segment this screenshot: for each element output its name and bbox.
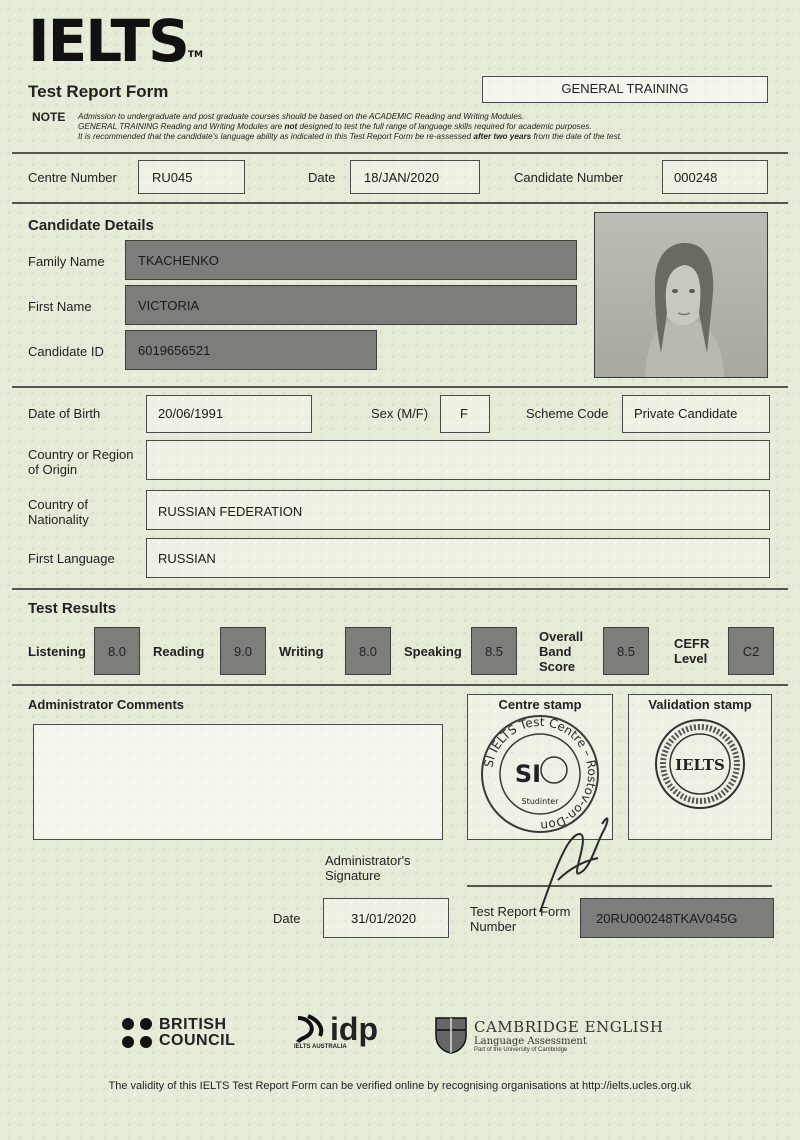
portrait-silhouette-icon (595, 213, 768, 378)
divider (12, 152, 788, 154)
trf-label-line-2: Number (470, 919, 517, 934)
centre-number-label: Centre Number (28, 170, 117, 185)
listening-score: 8.0 (94, 627, 140, 675)
writing-score: 8.0 (345, 627, 391, 675)
listening-label: Listening (28, 644, 86, 659)
note-line-1: Admission to undergraduate and post graduate courses should be based on the ACADEMIC Reading and Writing Modules. (78, 112, 525, 121)
candidate-number-value: 000248 (674, 170, 718, 185)
note-line-2c: designed to test the full range of language skills required for academic purposes. (297, 122, 592, 131)
cambridge-line-1: CAMBRIDGE ENGLISH (474, 1017, 664, 1036)
candidate-number-label: Candidate Number (514, 170, 624, 185)
british-council-line-1: BRITISH (159, 1016, 227, 1033)
validity-note: The validity of this IELTS Test Report Form can be verified online by recognising organisations at http://ielts.ucles.org.uk (108, 1080, 692, 1092)
module-box (482, 76, 768, 103)
cefr-label-line-1: CEFR (674, 636, 710, 651)
validation-stamp-logo: IELTS (675, 756, 725, 774)
overall-label-line-1: Overall (539, 629, 584, 644)
centre-stamp-logo: SI (514, 760, 542, 788)
admin-date-label: Date (273, 911, 301, 926)
note-label: NOTE (32, 110, 66, 124)
module-value: GENERAL TRAINING (561, 81, 689, 96)
signature-line (467, 885, 772, 887)
trf-label-line-1: Test Report Form (470, 904, 571, 919)
note-line-2 (78, 122, 718, 132)
admin-date-value: 31/01/2020 (351, 911, 417, 926)
first-name-value: VICTORIA (138, 298, 200, 313)
scheme-code-value: Private Candidate (634, 406, 738, 421)
first-language-label: First Language (28, 551, 115, 566)
cambridge-shield-icon (434, 1016, 468, 1054)
sex-label: Sex (M/F) (371, 406, 429, 421)
signature-label-line-1: Administrator's (325, 853, 411, 868)
note-line-2b: not (284, 122, 298, 131)
centre-stamp-label: Centre stamp (498, 697, 582, 712)
note-text (78, 112, 718, 142)
british-council-logo (120, 1016, 235, 1050)
admin-comments-box (33, 724, 443, 840)
first-name-label: First Name (28, 299, 92, 314)
cambridge-line-2: Language Assessment (474, 1035, 587, 1047)
cefr-label (674, 636, 709, 666)
divider (12, 588, 788, 590)
idp-text: idp (330, 1011, 378, 1047)
sex-value: F (460, 406, 468, 421)
idp-mark-icon (294, 1012, 328, 1046)
dob-value: 20/06/1991 (158, 406, 224, 421)
cefr-label-line-2: Level (674, 651, 708, 666)
nationality-label-line-2: Nationality (28, 512, 89, 527)
note-line-3b: after two years (473, 132, 532, 141)
divider (12, 386, 788, 388)
date-label: Date (308, 170, 336, 185)
dob-label: Date of Birth (28, 406, 101, 421)
nationality-label (28, 497, 89, 527)
overall-label-line-3: Score (539, 659, 576, 674)
speaking-score: 8.5 (471, 627, 517, 675)
candidate-id-label: Candidate ID (28, 344, 104, 359)
family-name-label: Family Name (28, 254, 105, 269)
cefr-level: C2 (728, 627, 774, 675)
divider (12, 684, 788, 686)
nationality-value: RUSSIAN FEDERATION (158, 504, 303, 519)
first-language-box (146, 538, 770, 578)
idp-logo (294, 1012, 378, 1050)
origin-box (146, 440, 770, 480)
first-language-value: RUSSIAN (158, 551, 216, 566)
writing-label: Writing (279, 644, 324, 659)
candidate-details-heading: Candidate Details (28, 217, 154, 234)
british-council-line-2: COUNCIL (159, 1032, 236, 1049)
ielts-logo-text: IELTS (28, 7, 188, 75)
overall-score: 8.5 (603, 627, 649, 675)
validation-stamp (652, 716, 748, 812)
centre-stamp-sub: Studinter (521, 797, 559, 806)
reading-label: Reading (153, 644, 205, 659)
note-line-3 (78, 132, 718, 142)
origin-label-line-2: of Origin (28, 462, 78, 477)
trf-number-label (470, 904, 570, 934)
admin-comments-label: Administrator Comments (28, 697, 185, 712)
british-council-dots-icon (120, 1016, 154, 1050)
form-title: Test Report Form (28, 82, 169, 101)
note-line-3a: It is recommended that the candidate's language ability as indicated in this Test Report Form be re-assessed (78, 132, 474, 141)
note-line-3c: from the date of the test. (531, 132, 623, 141)
origin-label (28, 447, 134, 477)
trf-number-value: 20RU000248TKAV045G (596, 911, 738, 926)
note-line-2a: GENERAL TRAINING Reading and Writing Modules are (78, 122, 285, 131)
candidate-photo (594, 212, 768, 378)
scheme-code-label: Scheme Code (526, 406, 609, 421)
cambridge-line-3: Part of the University of Cambridge (474, 1046, 568, 1053)
date-value: 18/JAN/2020 (364, 170, 440, 185)
ielts-logo (28, 6, 203, 76)
centre-number-value: RU045 (152, 170, 193, 185)
speaking-label: Speaking (404, 644, 462, 659)
test-results-heading: Test Results (28, 600, 117, 617)
nationality-label-line-1: Country of (28, 497, 88, 512)
validation-stamp-label: Validation stamp (648, 697, 752, 712)
overall-label-line-2: Band (539, 644, 572, 659)
idp-sub: IELTS AUSTRALIA (294, 1044, 347, 1050)
trademark: TM (187, 50, 204, 60)
signature-label (325, 853, 411, 883)
reading-score: 9.0 (220, 627, 266, 675)
family-name-value: TKACHENKO (138, 253, 219, 268)
cambridge-logo (434, 1016, 663, 1054)
divider (12, 202, 788, 204)
origin-label-line-1: Country or Region (28, 447, 134, 462)
signature-label-line-2: Signature (325, 868, 381, 883)
candidate-id-value: 6019656521 (138, 343, 211, 358)
centre-stamp-ring-text: SI IELTS Test Centre – Rostov-on-Don (481, 714, 600, 834)
overall-label (539, 629, 583, 674)
